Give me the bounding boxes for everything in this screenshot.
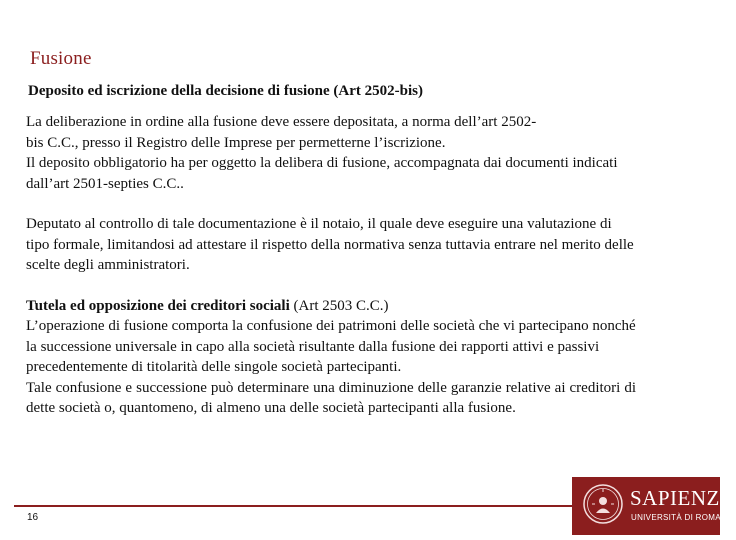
section-2-reference: (Art 2503 C.C.) xyxy=(289,297,389,314)
paragraph-1-line-1: La deliberazione in ordine alla fusione deve essere depositata, a norma dell’art 2502- xyxy=(26,114,537,130)
logo-subtitle: UNIVERSITÀ DI ROMA xyxy=(631,513,721,522)
paragraph-2: Il deposito obbligatorio ha per oggetto la delibera di fusione, accompagnata dai documenti indicati dall’art 2501-septies C.C.. xyxy=(26,155,618,192)
footer-divider xyxy=(14,505,574,507)
university-logo xyxy=(572,477,736,535)
section-2-heading-line xyxy=(26,296,636,317)
slide-subtitle: Deposito ed iscrizione della decisione di fusione (Art 2502-bis) xyxy=(28,83,423,99)
paragraph-1-line-2: bis C.C., presso il Registro delle Imprese per permetterne l’iscrizione. xyxy=(26,134,446,151)
university-seal-icon xyxy=(582,483,624,525)
slide-title: Fusione xyxy=(30,48,92,69)
paragraph-3: Deputato al controllo di tale documentazione è il notaio, il quale deve eseguire una valutazione di tipo formale, limitandosi ad attestare il rispetto della normativa senza tuttavia entrare nel merito delle scelte degli amministratori. xyxy=(26,216,634,273)
paragraph-5: Tale confusione e successione può determinare una diminuzione delle garanzie relative ai creditori di dette società o, quantomeno, di almeno una delle società partecipanti alla fusione. xyxy=(26,379,636,416)
paragraph-4: L’operazione di fusione comporta la confusione dei patrimoni delle società che vi partecipano nonché la successione universale in capo alla società risultante dalla fusione dei rapporti attivi e passivi precedentemente di titolarità delle singole società partecipanti. xyxy=(26,318,636,375)
logo-name: SAPIENZA xyxy=(630,486,736,510)
slide-body xyxy=(26,112,636,419)
section-2-heading: Tutela ed opposizione dei creditori sociali xyxy=(26,297,290,314)
page-number: 16 xyxy=(27,512,39,523)
